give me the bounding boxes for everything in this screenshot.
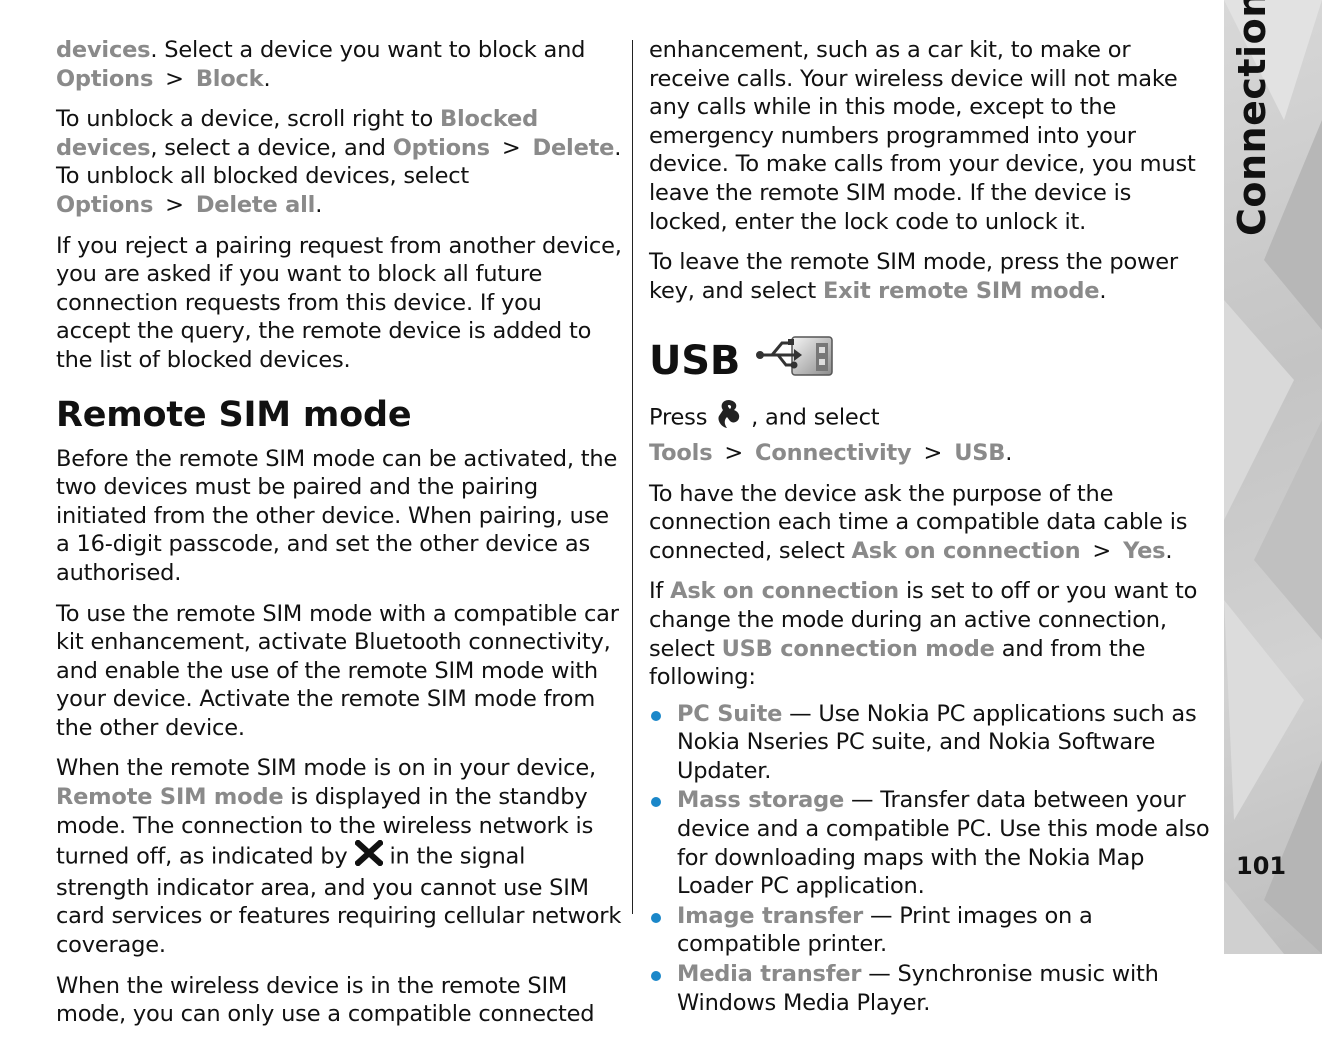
usb-icon <box>754 331 836 391</box>
chapter-title <box>1228 176 1276 236</box>
paragraph-activation: Before the remote SIM mode can be activated, the two devices must be paired and the pairing initiated from the other device. When pairing, use a 16-digit passcode, and set the other device as authorised. <box>56 445 618 586</box>
page-number: 101 <box>1236 852 1287 880</box>
paragraph-press-select: Press , and select Tools > Connectivity > USB. <box>649 397 1215 467</box>
right-column <box>649 36 1215 1018</box>
list-item: Image transfer — Print images on a compatible printer. <box>649 902 1215 959</box>
left-column <box>56 36 622 1041</box>
cross-icon <box>355 840 383 874</box>
paragraph-block-device: devices. Select a device you want to block and Options > Block. <box>56 37 586 92</box>
column-divider <box>632 40 633 914</box>
list-item: PC Suite — Use Nokia PC applications such as Nokia Nseries PC suite, and Nokia Software Updater. <box>649 700 1215 786</box>
paragraph-connected-only: When the wireless device is in the remote SIM mode, you can only use a compatible connected <box>56 972 595 1028</box>
section-heading-usb: USB <box>649 331 1215 391</box>
list-item: Mass storage — Transfer data between your device and a compatible PC. Use this mode also for downloading maps with the Nokia Map Loader PC application. <box>649 786 1215 900</box>
paragraph-standby: When the remote SIM mode is on in your device, Remote SIM mode is displayed in the standby mode. The connection to the wireless network is turned off, as indicated by in the signal strength indicator area, and you cannot use SIM card services or features requiring cellular network coverage. <box>56 755 622 959</box>
bullet-icon <box>651 711 661 721</box>
paragraph-ask-purpose: To have the device ask the purpose of the connection each time a compatible data cable is connected, select Ask on connection > Yes. <box>649 480 1188 564</box>
paragraph-leave-remote-sim: To leave the remote SIM mode, press the power key, and select Exit remote SIM mode. <box>649 249 1178 304</box>
bullet-icon <box>651 913 661 923</box>
paragraph-reject-pairing: If you reject a pairing request from another device, you are asked if you want to block all future connection requests from this device. If you accept the query, the remote device is added to the list of blocked devices. <box>56 232 622 373</box>
paragraph-car-kit: To use the remote SIM mode with a compatible car kit enhancement, activate Bluetooth connectivity, and enable the use of the remote SIM mode with your device. Activate the remote SIM mode from the other device. <box>56 600 619 741</box>
paragraph-enhancement: enhancement, such as a car kit, to make or receive calls. Your wireless device will not make any calls while in this mode, except to the emergency numbers programmed into your device. To make calls from your device, you must leave the remote SIM mode. If the device is locked, enter the lock code to unlock it. <box>649 37 1196 235</box>
menu-key-icon <box>714 397 744 439</box>
paragraph-unblock: To unblock a device, scroll right to Blocked devices, select a device, and Options > Delete. To unblock all blocked devices, select Options > Delete all. <box>56 106 622 218</box>
usb-mode-list <box>649 700 1215 1018</box>
bullet-icon <box>651 971 661 981</box>
list-item: Media transfer — Synchronise music with Windows Media Player. <box>649 960 1215 1017</box>
section-heading-remote-sim: Remote SIM mode <box>56 394 412 435</box>
paragraph-change-mode: If Ask on connection is set to off or you want to change the mode during an active connection, select USB connection mode and from the following: <box>649 578 1198 691</box>
bullet-icon <box>651 797 661 807</box>
